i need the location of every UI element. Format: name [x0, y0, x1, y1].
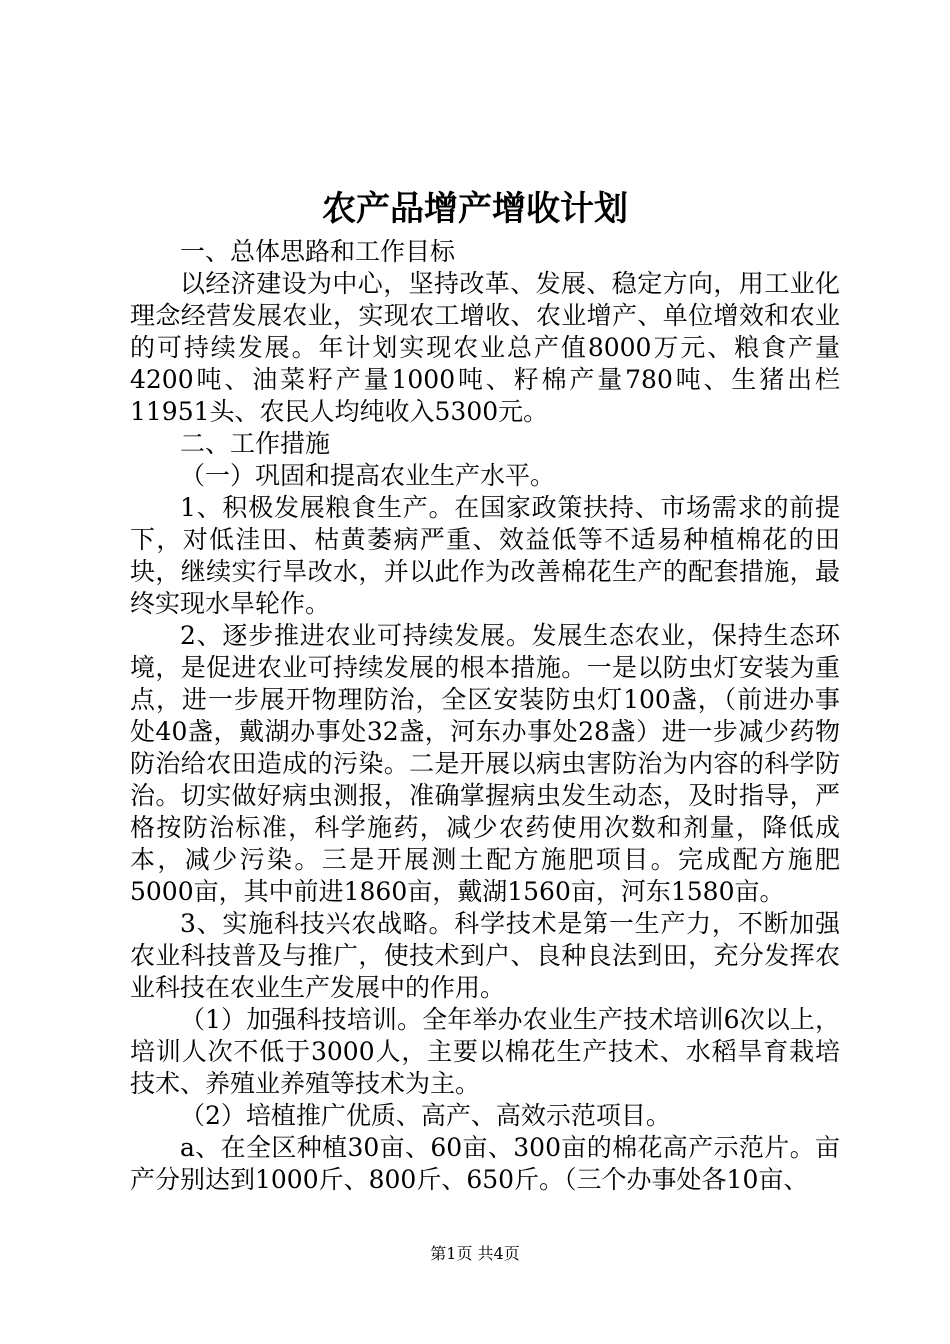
page-footer: 第1页 共4页: [430, 1244, 520, 1263]
paragraph: 3、实施科技兴农战略。科学技术是第一生产力，不断加强农业科技普及与推广，使技术到户、良种良法到田，充分发挥农业科技在农业生产发展中的作用。: [130, 909, 840, 1002]
paragraph: 2、逐步推进农业可持续发展。发展生态农业，保持生态环境，是促进农业可持续发展的根本措施。一是以防虫灯安装为重点，进一步展开物理防治，全区安装防虫灯100盏，（前进办事处40盏，戴湖办事处32盏，河东办事处28盏）进一步减少药物防治给农田造成的污染。二是开展以病虫害防治为内容的科学防治。切实做好病虫测报，准确掌握病虫发生动态，及时指导，严格按防治标准，科学施药，减少农药使用次数和剂量，降低成本，减少污染。三是开展测土配方施肥项目。完成配方施肥5000亩，其中前进1860亩，戴湖1560亩，河东1580亩。: [130, 621, 840, 906]
paragraph-section-heading: 二、工作措施: [180, 429, 331, 458]
paragraph-section-heading: 一、总体思路和工作目标: [180, 237, 456, 266]
paragraph: 以经济建设为中心，坚持改革、发展、稳定方向，用工业化理念经营发展农业，实现农工增收、农业增产、单位增效和农业的可持续发展。年计划实现农业总产值8000万元、粮食产量4200吨、油菜籽产量1000吨、籽棉产量780吨、生猪出栏11951头、农民人均纯收入5300元。: [130, 269, 840, 426]
paragraph: （1）加强科技培训。全年举办农业生产技术培训6次以上，培训人次不低于3000人，主要以棉花生产技术、水稻旱育栽培技术、养殖业养殖等技术为主。: [130, 1005, 840, 1098]
document-body: [130, 236, 840, 1196]
paragraph: 1、积极发展粮食生产。在国家政策扶持、市场需求的前提下，对低洼田、枯黄萎病严重、效益低等不适易种植棉花的田块，继续实行旱改水，并以此作为改善棉花生产的配套措施，最终实现水旱轮作。: [130, 493, 840, 618]
paragraph-subheading: （2）培植推广优质、高产、高效示范项目。: [180, 1101, 671, 1130]
paragraph-subheading: （一）巩固和提高农业生产水平。: [180, 461, 556, 490]
document-title: 农产品增产增收计划: [322, 189, 628, 229]
paragraph: a、在全区种植30亩、60亩、300亩的棉花高产示范片。亩产分别达到1000斤、800斤、650斤。（三个办事处各10亩、: [130, 1133, 840, 1194]
